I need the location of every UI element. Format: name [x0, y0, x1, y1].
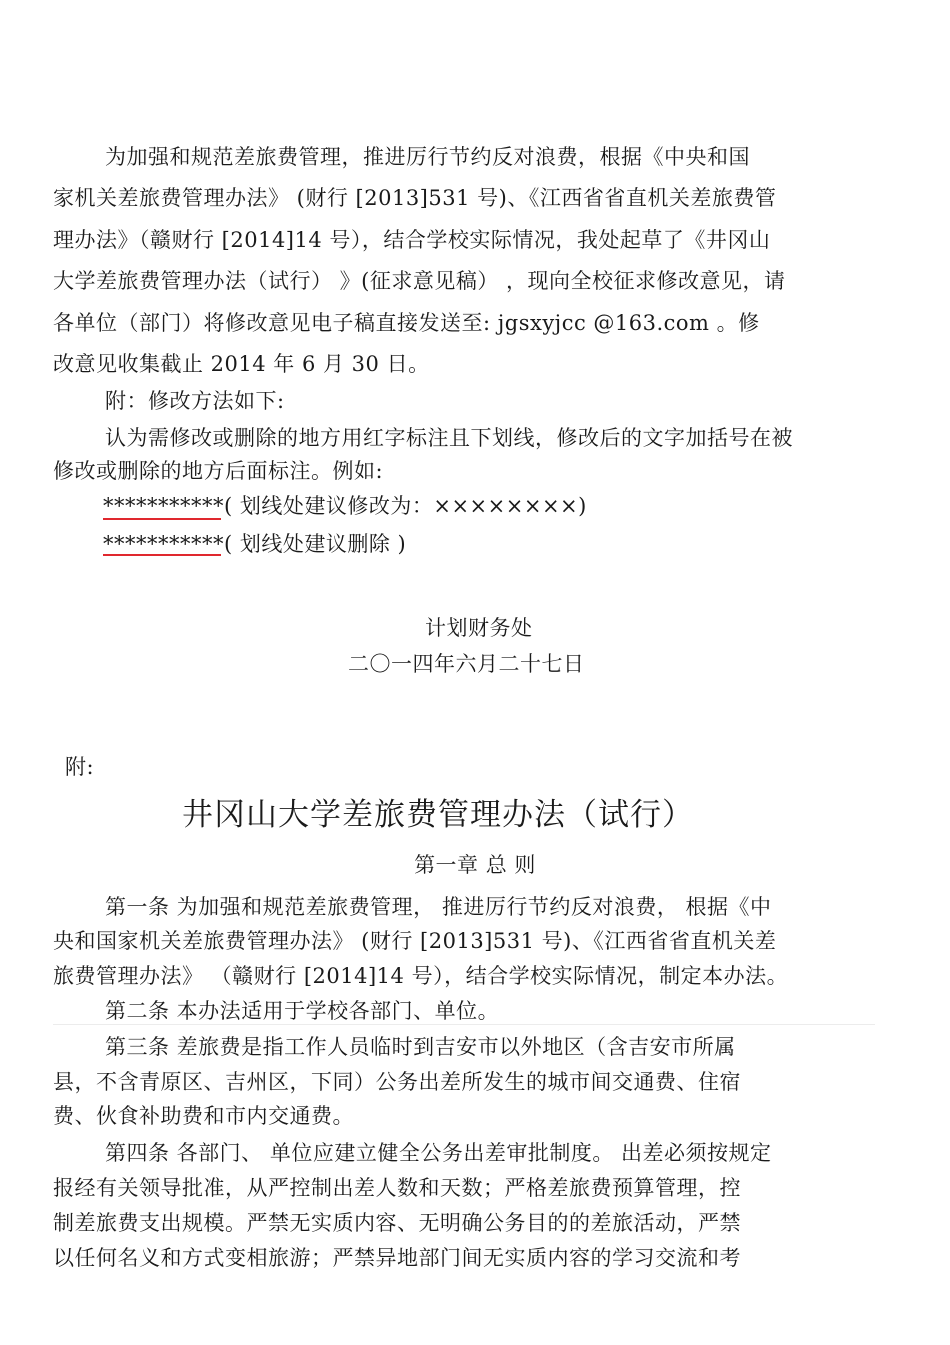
article-line-8: 第四条 各部门、 单位应建立健全公务出差审批制度。 出差必须按规定 [105, 1141, 772, 1165]
notice-line-5: 各单位（部门）将修改意见电子稿直接发送至: jgsxyjcc @163.com 。修 [53, 311, 760, 335]
red-underline-2 [103, 554, 221, 556]
notice-line-3: 理办法》（赣财行 [2014]14 号），结合学校实际情况，我处起草了《井冈山 [53, 228, 771, 252]
notice-line-6: 改意见收集截止 2014 年 6 月 30 日。 [53, 352, 430, 376]
attach-heading: 附：修改方法如下: [105, 389, 285, 413]
article-line-9: 报经有关领导批准，从严控制出差人数和天数；严格差旅费预算管理，控 [53, 1176, 741, 1200]
article-line-2: 央和国家机关差旅费管理办法》 (财行 [2013]531 号)、《江西省省直机关差 [53, 929, 777, 953]
document-title: 井冈山大学差旅费管理办法（试行） [182, 797, 694, 833]
chapter-title: 第一章 总 则 [414, 853, 536, 877]
article-line-6: 县，不含青原区、吉州区，下同）公务出差所发生的城市间交通费、住宿 [53, 1070, 741, 1094]
article-line-4: 第二条 本办法适用于学校各部门、单位。 [105, 999, 500, 1023]
article-line-11: 以任何名义和方式变相旅游；严禁异地部门间无实质内容的学习交流和考 [53, 1246, 741, 1270]
signature-org: 计划财务处 [425, 616, 533, 640]
notice-line-1: 为加强和规范差旅费管理，推进厉行节约反对浪费，根据《中央和国 [105, 145, 750, 169]
notice-line-2: 家机关差旅费管理办法》 (财行 [2013]531 号)、《江西省省直机关差旅费管 [53, 186, 777, 210]
signature-date: 二〇一四年六月二十七日 [348, 652, 585, 676]
article-line-7: 费、伙食补助费和市内交通费。 [53, 1104, 354, 1128]
article-line-3: 旅费管理办法》 （赣财行 [2014]14 号），结合学校实际情况，制定本办法。 [53, 964, 789, 988]
method-line-2: 修改或删除的地方后面标注。例如: [53, 459, 384, 483]
article-line-10: 制差旅费支出规模。严禁无实质内容、无明确公务目的的差旅活动，严禁 [53, 1211, 741, 1235]
notice-line-4: 大学差旅费管理办法（试行） 》(征求意见稿） ，现向全校征求修改意见，请 [53, 269, 786, 293]
method-line-1: 认为需修改或删除的地方用红字标注且下划线，修改后的文字加括号在被 [105, 426, 793, 450]
appendix-label: 附: [65, 755, 95, 779]
article-line-1: 第一条 为加强和规范差旅费管理， 推进厉行节约反对浪费， 根据《中 [105, 895, 772, 919]
example-delete: ***********( 划线处建议删除 ) [103, 532, 407, 556]
red-underline-1 [103, 518, 221, 520]
section-divider [53, 1024, 875, 1025]
article-line-5: 第三条 差旅费是指工作人员临时到吉安市以外地区（含吉安市所属 [105, 1035, 736, 1059]
example-modify: ***********( 划线处建议修改为：××××××××) [103, 494, 587, 518]
